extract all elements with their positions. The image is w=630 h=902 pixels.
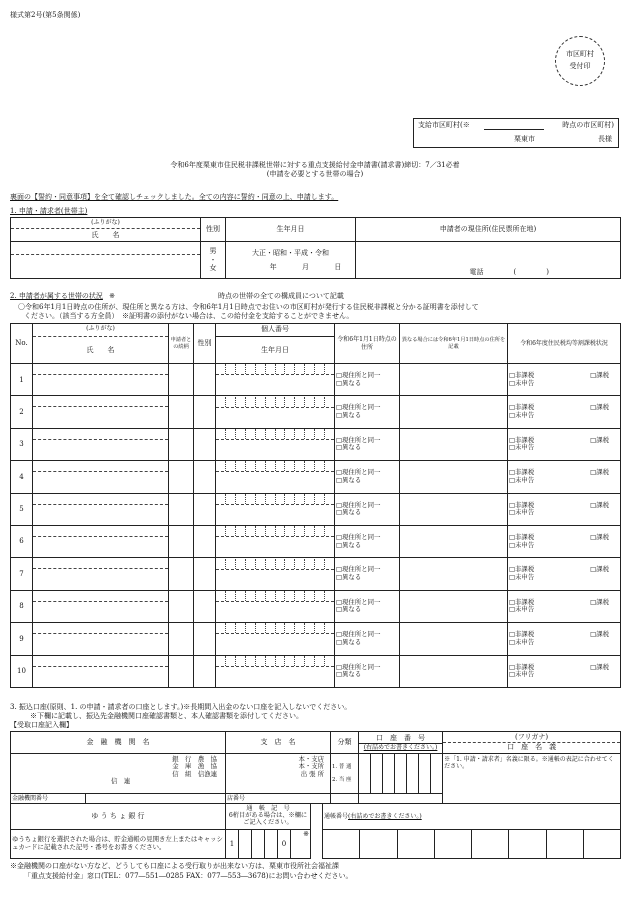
day-label: 日: [334, 263, 342, 271]
previous-address-field[interactable]: [400, 623, 508, 655]
relation-field[interactable]: [169, 461, 194, 493]
bank-name-field[interactable]: [11, 754, 226, 794]
row-number: 1: [11, 364, 33, 396]
issuer-suffix: 時点の市区町村): [562, 121, 614, 129]
personal-number-field[interactable]: [216, 461, 335, 493]
section2-heading-right: 時点の世帯の全ての構成員について記載: [218, 292, 344, 300]
section3-note: ※下欄に記載し、振込先金融機関口座確認書類と、本人確認書類を添付してください。: [30, 712, 303, 720]
section2-note2: ください。（該当する方全員） ※証明書の添付がない場合は、この給付金を支給することができません。: [24, 312, 354, 320]
issuer-mayor: 長様: [598, 135, 612, 143]
passbook-number-label: 通帳番号: [324, 812, 349, 820]
passbook-code-note: 6桁目がある場合は、※欄にご記入ください。: [228, 812, 308, 826]
phone-open: (: [513, 267, 547, 276]
previous-address-field[interactable]: [400, 396, 508, 428]
passbook-code-digit-3[interactable]: [252, 830, 265, 859]
gender-label: 性別: [201, 218, 226, 242]
option-different-address[interactable]: □異なる: [336, 443, 362, 452]
option-nontaxable[interactable]: □非課税: [509, 565, 535, 574]
option-taxable[interactable]: □課税: [590, 597, 609, 606]
title-line1: 令和6年度栗東市住民税非課税世帯に対する重点支援給付金申請書(請求書)締切：7／31必着: [170, 161, 460, 169]
option-different-address[interactable]: □異なる: [336, 670, 362, 679]
col-diff-address: 異なる場合には令和6年1月1日時点の住所を記載: [400, 324, 508, 364]
option-undeclared[interactable]: □未申告: [509, 475, 535, 484]
option-undeclared[interactable]: □未申告: [509, 637, 535, 646]
personal-number-field[interactable]: [216, 623, 335, 655]
option-taxable[interactable]: □課税: [590, 403, 609, 412]
member-gender-field[interactable]: [194, 461, 216, 493]
tax-status-options: [508, 428, 621, 460]
relation-field[interactable]: [169, 623, 194, 655]
branch-name-field[interactable]: [226, 754, 331, 794]
jan1-address-options: [335, 655, 400, 687]
option-nontaxable[interactable]: □非課税: [509, 532, 535, 541]
account-digit-3[interactable]: [383, 754, 395, 794]
personal-number-field[interactable]: [216, 590, 335, 622]
section1-heading: 1. 申請・請求者(世帯主): [10, 207, 88, 215]
option-nontaxable[interactable]: □非課税: [509, 468, 535, 477]
consent-statement: 裏面の【誓約・同意事項】を全て確認しチェックしました。全ての内容に誓約・同意の上、申請します。: [10, 193, 339, 201]
form-number: 様式第2号(第5条関係): [10, 11, 81, 19]
option-nontaxable[interactable]: □非課税: [509, 630, 535, 639]
personal-number-field[interactable]: [216, 364, 335, 396]
reception-stamp: [555, 36, 605, 86]
bank-type-1: 銀 行 農 協: [172, 755, 217, 763]
passbook-code-digit-1[interactable]: 1: [226, 830, 239, 859]
year-label: 年: [269, 263, 277, 271]
holder-note: ※「1. 申請・請求者」名義に限る。※通帳の表記に合わせてください。: [443, 754, 621, 804]
household-row: [11, 558, 621, 590]
option-undeclared[interactable]: □未申告: [509, 378, 535, 387]
relation-field[interactable]: [169, 364, 194, 396]
section2-note1: 〇令和6年1月1日時点の住所が、現住所と異なる方は、令和6年1月1日時点でお住いの市区町村が発行する住民税非課税と分かる証明書を添付して: [18, 303, 479, 311]
row-number: 10: [11, 655, 33, 687]
member-name-field[interactable]: [33, 623, 169, 655]
tax-status-options: [508, 558, 621, 590]
col-gender: 性別: [194, 324, 216, 364]
yucho-table: [10, 803, 621, 859]
option-undeclared[interactable]: □未申告: [509, 411, 535, 420]
option-taxable[interactable]: □課税: [590, 435, 609, 444]
col-personal-number: 個人番号: [216, 325, 334, 337]
jan1-address-options: [335, 461, 400, 493]
option-different-address[interactable]: □異なる: [336, 378, 362, 387]
option-same-address[interactable]: □現住所と同一: [336, 435, 381, 444]
row-number: 9: [11, 623, 33, 655]
account-digit-5[interactable]: [407, 754, 419, 794]
household-row: [11, 590, 621, 622]
member-gender-field[interactable]: [194, 493, 216, 525]
jan1-address-options: [335, 396, 400, 428]
passbook-code-digit-4[interactable]: [265, 830, 278, 859]
birthdate-field[interactable]: [226, 242, 356, 279]
option-undeclared[interactable]: □未申告: [509, 443, 535, 452]
branch-code-label: 店番号: [226, 794, 331, 804]
col-relation: 申請者との続柄: [169, 324, 194, 364]
receiving-account-label: 【受取口座記入欄】: [10, 721, 73, 729]
section2-heading-note: ※: [109, 292, 116, 300]
era-options: 大正・昭和・平成・令和: [252, 248, 329, 257]
member-name-field[interactable]: [33, 655, 169, 687]
account-digit-4[interactable]: [395, 754, 407, 794]
relation-field[interactable]: [169, 525, 194, 557]
relation-field[interactable]: [169, 590, 194, 622]
category-ordinary: 1. 普 通: [332, 764, 352, 771]
account-digit-6[interactable]: [419, 754, 431, 794]
option-different-address[interactable]: □異なる: [336, 540, 362, 549]
member-gender-field[interactable]: [194, 590, 216, 622]
option-nontaxable[interactable]: □非課税: [509, 435, 535, 444]
personal-number-field[interactable]: [216, 525, 335, 557]
option-same-address[interactable]: □現住所と同一: [336, 468, 381, 477]
option-nontaxable[interactable]: □非課税: [509, 371, 535, 379]
option-different-address[interactable]: □異なる: [336, 573, 362, 582]
option-different-address[interactable]: □異なる: [336, 508, 362, 517]
bank-table: [10, 731, 621, 804]
jan1-address-options: [335, 364, 400, 396]
option-nontaxable[interactable]: □非課税: [509, 403, 535, 412]
blank-account: [359, 794, 443, 804]
option-same-address[interactable]: □現住所と同一: [336, 597, 381, 606]
household-row: [11, 525, 621, 557]
previous-address-field[interactable]: [400, 525, 508, 557]
option-different-address[interactable]: □異なる: [336, 411, 362, 420]
bank-type-3: 信 組 信漁連: [172, 769, 217, 778]
tax-status-options: [508, 461, 621, 493]
household-table: [10, 323, 621, 688]
option-taxable[interactable]: □課税: [590, 630, 609, 639]
option-nontaxable[interactable]: □非課税: [509, 500, 535, 509]
address-label: 申請者の現住所(住民票所在地): [356, 218, 621, 242]
option-taxable[interactable]: □課税: [590, 662, 609, 671]
member-name-field[interactable]: [33, 364, 169, 396]
address-field[interactable]: [356, 242, 621, 279]
row-number: 5: [11, 493, 33, 525]
option-taxable[interactable]: □課税: [590, 500, 609, 509]
tax-status-options: [508, 655, 621, 687]
option-same-address[interactable]: □現住所と同一: [336, 371, 381, 379]
household-row: [11, 493, 621, 525]
jan1-address-options: [335, 525, 400, 557]
member-gender-field[interactable]: [194, 364, 216, 396]
jan1-address-options: [335, 590, 400, 622]
footer-line1: ※金融機関の口座がない方など、どうしても口座による受行取りが出来ない方は、栗東市役所社会福祉課: [10, 862, 339, 870]
month-label: 月: [301, 263, 309, 271]
account-digit-2[interactable]: [371, 754, 383, 794]
option-same-address[interactable]: □現住所と同一: [336, 532, 381, 541]
option-nontaxable[interactable]: □非課税: [509, 662, 535, 671]
relation-field[interactable]: [169, 655, 194, 687]
branch-type-1: 本・支店: [298, 755, 324, 763]
birthdate-label: 生年月日: [226, 218, 356, 242]
member-name-field[interactable]: [33, 525, 169, 557]
gender-dot: ・: [209, 255, 217, 264]
tax-status-options: [508, 396, 621, 428]
row-number: 6: [11, 525, 33, 557]
previous-address-field[interactable]: [400, 655, 508, 687]
stamp-line2: 受付印: [569, 62, 591, 70]
passbook-number-field[interactable]: [323, 830, 621, 859]
col-no: No.: [11, 324, 33, 364]
applicant-table: [10, 217, 621, 279]
personal-number-field[interactable]: [216, 428, 335, 460]
yucho-label: ゆ う ち ょ 銀 行: [11, 804, 226, 830]
row-number: 7: [11, 558, 33, 590]
option-different-address[interactable]: □異なる: [336, 475, 362, 484]
member-name-field[interactable]: [33, 558, 169, 590]
account-digit-7[interactable]: [431, 754, 443, 794]
member-gender-field[interactable]: [194, 655, 216, 687]
yucho-note: ゆうちょ銀行を選択された場合は、貯金通帳の見開き左上またはキャッシュカードに記載された記号・番号をお書きください。: [11, 830, 226, 859]
option-nontaxable[interactable]: □非課税: [509, 597, 535, 606]
row-number: 2: [11, 396, 33, 428]
household-row: [11, 461, 621, 493]
jan1-address-options: [335, 493, 400, 525]
member-gender-field[interactable]: [194, 428, 216, 460]
member-name-field[interactable]: [33, 461, 169, 493]
household-row: [11, 396, 621, 428]
branch-type-3: 出 張 所: [300, 769, 324, 778]
bank-name-header: 金 融 機 関 名: [11, 732, 226, 754]
col-tax-status: 令和6年度住民税均等割課税状況: [508, 324, 621, 364]
branch-type-2: 本・支所: [298, 762, 324, 771]
col-name: 氏 名: [86, 345, 115, 354]
issuer-prefix: 支給市区町村(※: [418, 121, 470, 129]
option-same-address[interactable]: □現住所と同一: [336, 565, 381, 574]
option-undeclared[interactable]: □未申告: [509, 540, 535, 549]
option-undeclared[interactable]: □未申告: [509, 670, 535, 679]
phone-label: 電話: [469, 267, 484, 276]
member-gender-field[interactable]: [194, 623, 216, 655]
relation-field[interactable]: [169, 428, 194, 460]
tax-status-options: [508, 623, 621, 655]
passbook-code-digit-2[interactable]: [239, 830, 252, 859]
jan1-address-options: [335, 623, 400, 655]
option-taxable[interactable]: □課税: [590, 565, 609, 574]
option-taxable[interactable]: □課税: [590, 532, 609, 541]
option-same-address[interactable]: □現住所と同一: [336, 500, 381, 509]
category-field[interactable]: [331, 754, 359, 794]
personal-number-field[interactable]: [216, 655, 335, 687]
jan1-address-options: [335, 558, 400, 590]
member-gender-field[interactable]: [194, 396, 216, 428]
household-row: [11, 364, 621, 396]
personal-number-field[interactable]: [216, 396, 335, 428]
bank-type-2: 金 庫 漁 協: [172, 762, 217, 771]
household-row: [11, 428, 621, 460]
category-current: 2. 当 座: [332, 776, 352, 783]
applicant-name-field[interactable]: [11, 242, 201, 279]
bank-code-label: 金融機関番号: [11, 794, 86, 804]
phone-close: ): [546, 267, 579, 276]
blank-category: [331, 794, 359, 804]
holder-header: 口 座 名 義: [507, 743, 557, 752]
relation-field[interactable]: [169, 558, 194, 590]
member-name-field[interactable]: [33, 590, 169, 622]
previous-address-field[interactable]: [400, 590, 508, 622]
section2-heading: 2. 申請者が属する世帯の状況: [10, 292, 103, 300]
tax-status-options: [508, 364, 621, 396]
title-line2: (申請を必要とする世帯の場合): [266, 170, 364, 178]
issuer-city: 栗東市: [514, 135, 535, 143]
option-different-address[interactable]: □異なる: [336, 637, 362, 646]
personal-number-field[interactable]: [216, 558, 335, 590]
tax-status-options: [508, 590, 621, 622]
option-taxable[interactable]: □課税: [590, 371, 609, 379]
option-same-address[interactable]: □現住所と同一: [336, 630, 381, 639]
row-number: 3: [11, 428, 33, 460]
option-undeclared[interactable]: □未申告: [509, 605, 535, 614]
option-same-address[interactable]: □現住所と同一: [336, 403, 381, 412]
col-jan1-address: 令和6年1月1日時点の住所: [335, 324, 400, 364]
kana-header: (フリガナ): [443, 733, 620, 743]
bank-type-4: 信 連: [111, 777, 131, 786]
furigana-label: (ふりがな): [11, 219, 200, 229]
category-header: 分類: [331, 732, 359, 754]
bank-code-field[interactable]: [86, 794, 226, 804]
tax-status-options: [508, 493, 621, 525]
name-label: 氏 名: [91, 230, 120, 239]
passbook-code-digit-5[interactable]: 0: [278, 830, 291, 859]
member-name-field[interactable]: [33, 493, 169, 525]
col-furigana: (ふりがな): [33, 325, 168, 337]
gender-field[interactable]: [201, 242, 226, 279]
section3-heading: 3. 振込口座(原則、1. の申請・請求者の口座とします。)※長期間入出金のない口座を記入しないでください。: [10, 703, 352, 711]
option-undeclared[interactable]: □未申告: [509, 573, 535, 582]
member-name-field[interactable]: [33, 428, 169, 460]
row-number: 4: [11, 461, 33, 493]
account-number-header: 口 座 番 号: [359, 734, 442, 744]
option-undeclared[interactable]: □未申告: [509, 508, 535, 517]
issuer-date-field[interactable]: [484, 121, 544, 130]
household-row: [11, 623, 621, 655]
previous-address-field[interactable]: [400, 428, 508, 460]
account-right-align: (右詰めでお書きください。): [363, 743, 438, 751]
passbook-code-extra[interactable]: ※: [291, 830, 311, 859]
footer-line2: 「重点支援給付金」窓口(TEL：077―551―0285 FAX：077―553―3678)にお問い合わせください。: [24, 872, 353, 880]
relation-field[interactable]: [169, 493, 194, 525]
tax-status-options: [508, 525, 621, 557]
member-gender-field[interactable]: [194, 525, 216, 557]
member-name-field[interactable]: [33, 396, 169, 428]
jan1-address-options: [335, 428, 400, 460]
household-row: [11, 655, 621, 687]
row-number: 8: [11, 590, 33, 622]
previous-address-field[interactable]: [400, 558, 508, 590]
previous-address-field[interactable]: [400, 461, 508, 493]
option-same-address[interactable]: □現住所と同一: [336, 662, 381, 671]
branch-name-header: 支 店 名: [226, 732, 331, 754]
spacer: [311, 804, 323, 859]
gender-male: 男: [209, 247, 217, 256]
option-different-address[interactable]: □異なる: [336, 605, 362, 614]
passbook-right: (右詰めでお書きください。): [348, 812, 422, 820]
relation-field[interactable]: [169, 396, 194, 428]
option-taxable[interactable]: □課税: [590, 468, 609, 477]
issuer-box: [413, 118, 619, 148]
gender-female: 女: [209, 264, 217, 273]
previous-address-field[interactable]: [400, 364, 508, 396]
col-birthdate: 生年月日: [261, 345, 289, 354]
personal-number-field[interactable]: [216, 493, 335, 525]
previous-address-field[interactable]: [400, 493, 508, 525]
member-gender-field[interactable]: [194, 558, 216, 590]
stamp-line1: 市区町村: [566, 50, 594, 58]
account-digit-1[interactable]: [359, 754, 371, 794]
passbook-code-label: 通 帳 記 号: [246, 805, 290, 813]
